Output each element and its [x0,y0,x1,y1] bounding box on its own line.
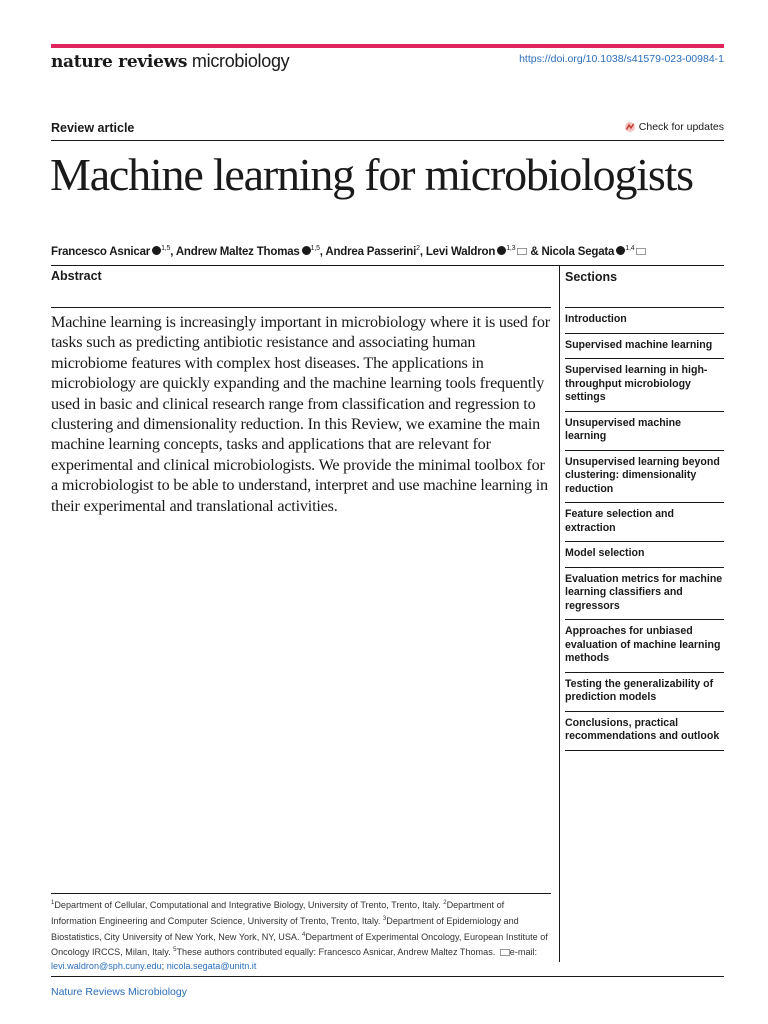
abstract-heading: Abstract [51,269,102,283]
section-link[interactable]: Unsupervised machine learning [565,411,724,450]
journal-logo-bold: nature reviews [51,52,188,72]
sections-list [565,307,724,751]
footer-journal-name[interactable]: Nature Reviews Microbiology [51,986,187,998]
section-link[interactable]: Supervised machine learning [565,333,724,359]
author-name: Nicola Segata [541,245,615,258]
journal-logo-light: microbiology [191,51,290,71]
email-label: e-mail: [509,947,538,958]
author[interactable] [426,246,528,258]
section-link[interactable]: Supervised learning in high-throughput microbiology settings [565,358,724,411]
mail-icon[interactable] [517,248,527,255]
affiliations-footnote [51,897,551,974]
author-affiliation-number: 2 [416,245,420,252]
aff-3-number: 3 [382,915,387,922]
footnote-divider [51,893,551,894]
section-link[interactable]: Model selection [565,541,724,567]
journal-accent-bar [51,44,724,48]
section-link[interactable]: Introduction [565,307,724,333]
author-separator: , [319,245,326,258]
author-name: Andrew Maltez Thomas [175,245,300,258]
check-updates-label: Check for updates [638,121,724,133]
author-name: Levi Waldron [425,245,496,258]
aff-1: Department of Cellular, Computational and Integrative Biology, University of Trento, Trento, Italy. [54,900,444,911]
aff-5-number: 5 [173,947,177,954]
column-divider [559,266,560,962]
orcid-icon[interactable] [302,246,311,255]
sections-heading: Sections [565,270,618,284]
aff-3: Department of Epidemiology and Biostatistics, City University of New York, New York, NY, USA. [51,915,519,942]
aff-1-number: 1 [51,900,55,906]
email-link-segata[interactable]: nicola.segata@unitn.it [166,961,257,972]
check-updates-button[interactable] [624,121,724,133]
abstract-text: Machine learning is increasingly important in microbiology where it is used for tasks such as predicting antibiotic resistance and associating human microbiome features with complex host diseases. The applications in microbiology are quickly expanding and the machine learning tools frequently used in basic and clinical research range from classification and regression to clustering and dimensionality reduction. In this Review, we examine the main machine learning concepts, tasks and applications that are relevant for experimental and clinical microbiologists. We provide the minimal toolbox for a microbiologist to be able to understand, interpret and use machine learning in their experimental and translational activities. [51,313,550,515]
header-divider [51,140,724,141]
orcid-icon[interactable] [616,246,625,255]
author-affiliation-number: 1,5 [310,245,320,252]
aff-4: Department of Experimental Oncology, European Institute of Oncology IRCCS, Milan, Italy. [51,931,548,958]
author-list [51,245,646,258]
author-separator: , [419,245,426,258]
section-link[interactable]: Approaches for unbiased evaluation of machine learning methods [565,619,724,672]
section-link[interactable]: Unsupervised learning beyond clustering: dimensionality reduction [565,450,724,503]
abstract-divider [51,307,551,308]
aff-2-number: 2 [443,900,447,906]
author[interactable] [325,246,419,258]
aff-5-equal-contribution: These authors contributed equally: Francesco Asnicar, Andrew Maltez Thomas. [176,947,498,958]
author[interactable] [51,246,170,258]
author-affiliation-number: 1,5 [161,245,171,252]
doi-link[interactable]: https://doi.org/10.1038/s41579-023-00984-1 [519,53,724,65]
journal-logo[interactable] [51,51,289,72]
author-separator: , [170,245,176,258]
authors-divider [51,265,724,266]
author[interactable] [176,246,320,258]
article-type-label: Review article [51,121,135,135]
check-updates-icon [624,121,636,133]
orcid-icon[interactable] [152,246,161,255]
section-link[interactable]: Evaluation metrics for machine learning classifiers and regressors [565,567,724,620]
author-affiliation-number: 1,3 [506,245,516,252]
aff-2: Department of Information Engineering and Computer Science, University of Trento, Trento, Italy. [51,900,505,926]
footer-divider [51,976,724,977]
email-link-waldron[interactable]: levi.waldron@sph.cuny.edu [51,961,162,972]
orcid-icon[interactable] [497,246,506,255]
author-affiliation-number: 1,4 [625,245,635,252]
section-link[interactable]: Feature selection and extraction [565,502,724,541]
author-separator: & [527,245,542,258]
author-name: Francesco Asnicar [51,245,151,258]
section-link[interactable]: Conclusions, practical recommendations and outlook [565,711,724,751]
mail-icon[interactable] [636,248,646,255]
author[interactable] [541,246,646,258]
author-name: Andrea Passerini [325,245,417,258]
section-link[interactable]: Testing the generalizability of prediction models [565,672,724,711]
mail-icon [500,949,510,956]
email-separator: ; [161,961,167,972]
article-title: Machine learning for microbiologists [50,149,693,200]
aff-4-number: 4 [302,931,306,938]
